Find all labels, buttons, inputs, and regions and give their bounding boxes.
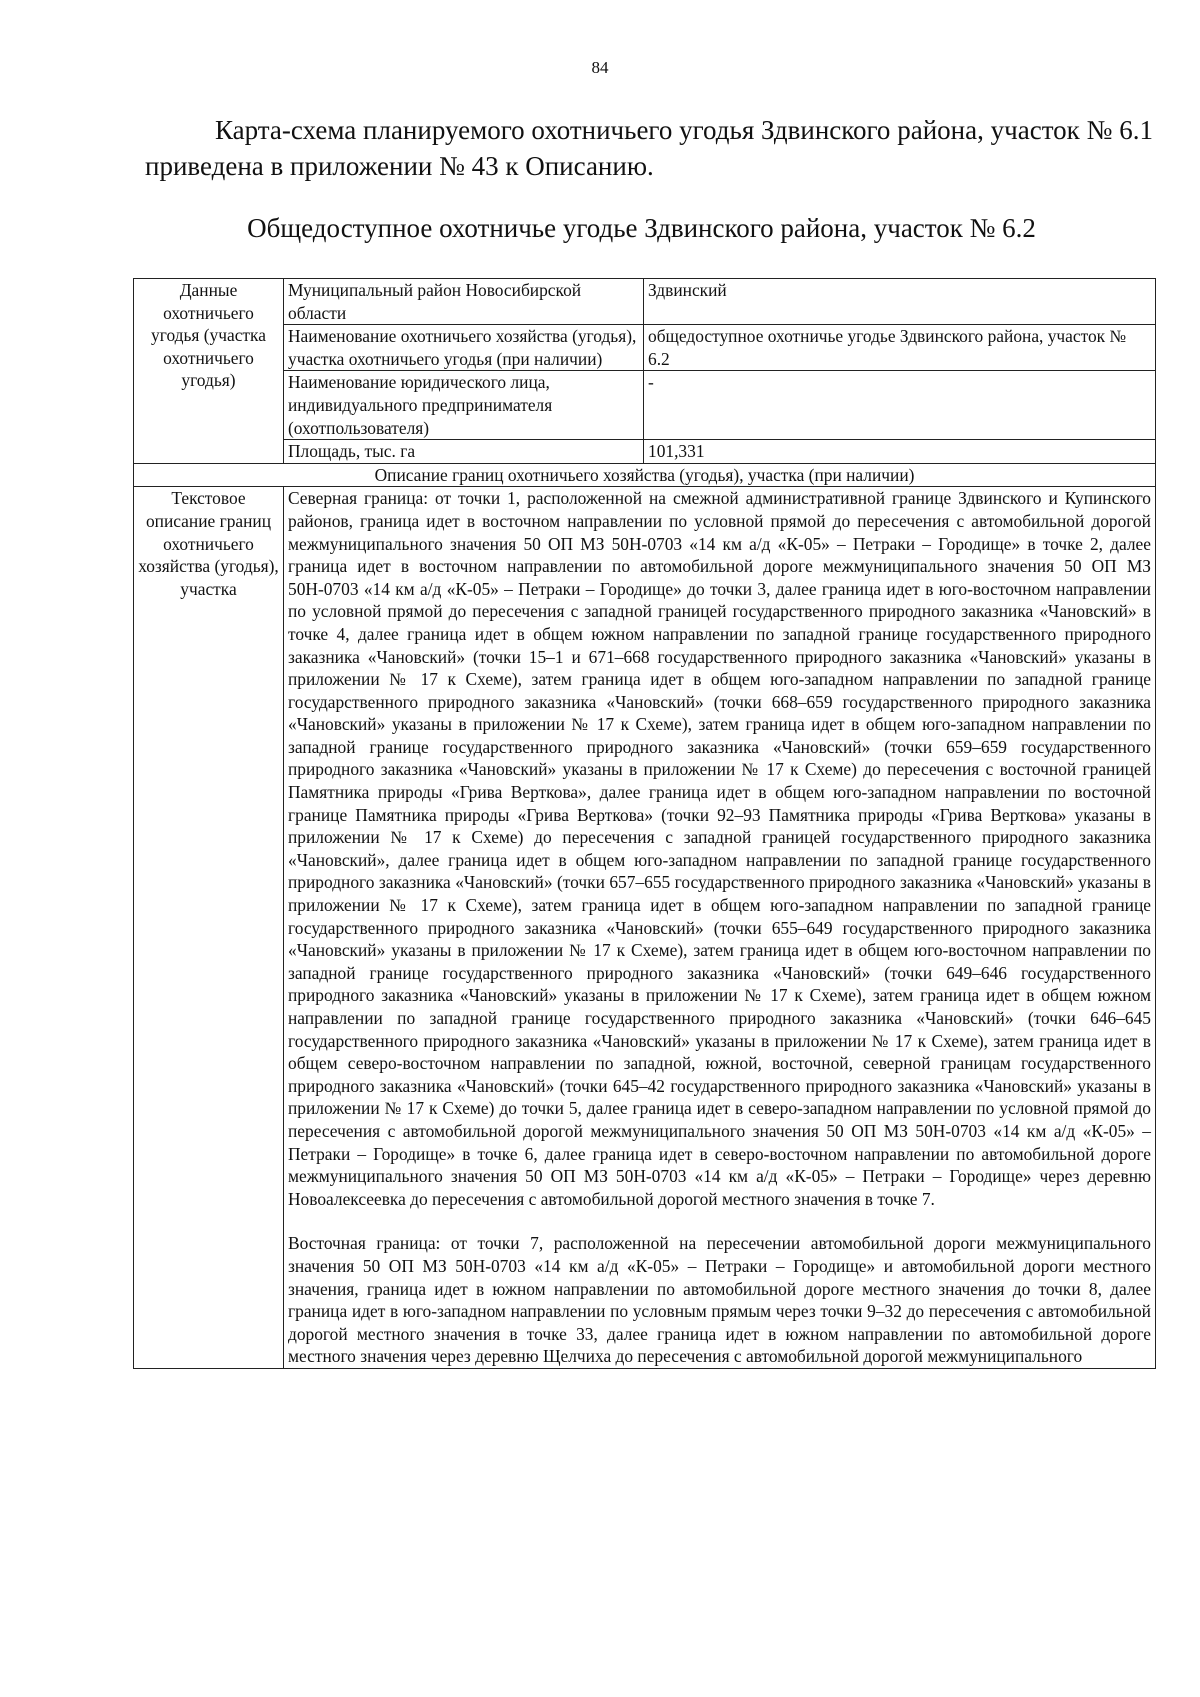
table-row xyxy=(134,440,1156,464)
row-value: Здвинский xyxy=(644,279,1156,325)
row-label: Площадь, тыс. га xyxy=(284,440,644,464)
boundary-description xyxy=(284,487,1156,1369)
hunting-ground-table xyxy=(133,278,1156,1369)
table-row xyxy=(134,487,1156,1369)
east-boundary-text: Восточная граница: от точки 7, расположенной на пересечении автомобильной дороги межмуниципального значения 50 ОП МЗ 50Н-0703 «14 км а/д «К-05» – Петраки – Городище» и автомобильной дороги местного значения, граница идет в южном направлении по автомобильной дороге местного значения до точки 8, далее граница идет в юго-западном направлении по условным прямым через точки 9–32 до пересечения с автомобильной дорогой местного значения в точке 33, далее граница идет в южном направлении по автомобильной дороге местного значения через деревню Щелчиха до пересечения с автомобильной дорогой межмуниципального xyxy=(288,1233,1151,1367)
intro-paragraph: Карта-схема планируемого охотничьего угодья Здвинского района, участок № 6.1 приведена в приложении № 43 к Описанию. xyxy=(145,115,1153,181)
row-label: Муниципальный район Новосибирской области xyxy=(284,279,644,325)
side-header-text: Текстовое описание границ охотничьего хозяйства (угодья), участка xyxy=(134,487,284,1369)
row-label: Наименование охотничьего хозяйства (угодья), участка охотничьего угодья (при наличии) xyxy=(284,325,644,371)
row-value: общедоступное охотничье угодье Здвинского района, участок № 6.2 xyxy=(644,325,1156,371)
boundaries-header: Описание границ охотничьего хозяйства (угодья), участка (при наличии) xyxy=(134,463,1156,487)
row-value: - xyxy=(644,371,1156,440)
section-title: Общедоступное охотничье угодье Здвинского района, участок № 6.2 xyxy=(247,213,1036,243)
paragraph-gap xyxy=(288,1210,1151,1232)
row-value: 101,331 xyxy=(644,440,1156,464)
side-header-data: Данные охотничьего угодья (участка охотничьего угодья) xyxy=(134,279,284,464)
table-row xyxy=(134,325,1156,371)
north-boundary-text: Северная граница: от точки 1, расположенной на смежной административной границе Здвинского и Купинского районов, граница идет в восточном направлении по условной прямой до пересечения с автомобильной дорогой межмуниципального значения 50 ОП МЗ 50Н-0703 «14 км а/д «К-05» – Петраки – Городище» в точке 2, далее граница идет в восточном направлении по автомобильной дороге межмуниципального значения 50 ОП МЗ 50Н-0703 «14 км а/д «К-05» – Петраки – Городище» до точки 3, далее граница идет в юго-восточном направлении по условной прямой до пересечения с западной границей государственного природного заказника «Чановский» в точке 4, далее граница идет в общем южном направлении по западной границе государственного природного заказника «Чановский» (точки 15–1 и 671–668 государственного природного заказника «Чановский» указаны в приложении № 17 к Схеме), затем граница идет в общем юго-западном направлении по западной границе государственного природного заказника «Чановский» (точки 668–659 государственного природного заказника «Чановский» указаны в приложении № 17 к Схеме), затем граница идет в общем юго-западном направлении по западной границе государственного природного заказника «Чановский» (точки 659–659 государственного природного заказника «Чановский» указаны в приложении № 17 к Схеме) до пересечения с восточной границей Памятника природы «Грива Верткова», далее граница идет в общем юго-западном направлении по восточной границе Памятника природы «Грива Верткова» (точки 92–93 Памятника природы «Грива Верткова» указаны в приложении № 17 к Схеме) до пересечения с западной границей государственного природного заказника «Чановский», далее граница идет в общем юго-западном направлении по западной границе государственного природного заказника «Чановский» (точки 657–655 государственного природного заказника «Чановский» указаны в приложении № 17 к Схеме), затем граница идет в общем юго-западном направлении по западной границе государственного природного заказника «Чановский» (точки 655–649 государственного природного заказника «Чановский» указаны в приложении № 17 к Схеме), затем граница идет в общем юго-восточном направлении по западной границе государственного природного заказника «Чановский» (точки 649–646 государственного природного заказника «Чановский» указаны в приложении № 17 к Схеме), затем граница идет в общем южном направлении по западной границе государственного природного заказника «Чановский» (точки 646–645 государственного природного заказника «Чановский» указаны в приложении № 17 к Схеме), затем граница идет в общем северо-восточном направлении по западной, южной, восточной, северной границам государственного природного заказника «Чановский» (точки 645–42 государственного природного заказника «Чановский» указаны в приложении № 17 к Схеме) до точки 5, далее граница идет в северо-западном направлении по условной прямой до пересечения с автомобильной дорогой межмуниципального значения 50 ОП МЗ 50Н-0703 «14 км а/д «К-05» – Петраки – Городище» в точке 6, далее граница идет в северо-восточном направлении по автомобильной дороге межмуниципального значения 50 ОП МЗ 50Н-0703 «14 км а/д «К-05» – Петраки – Городище» через деревню Новоалексеевка до пересечения с автомобильной дорогой местного значения в точке 7. xyxy=(288,488,1151,1209)
table-row xyxy=(134,371,1156,440)
table-row xyxy=(134,279,1156,325)
table-row xyxy=(134,463,1156,487)
page-number: 84 xyxy=(591,58,609,77)
row-label: Наименование юридического лица, индивидуального предпринимателя (охотпользователя) xyxy=(284,371,644,440)
